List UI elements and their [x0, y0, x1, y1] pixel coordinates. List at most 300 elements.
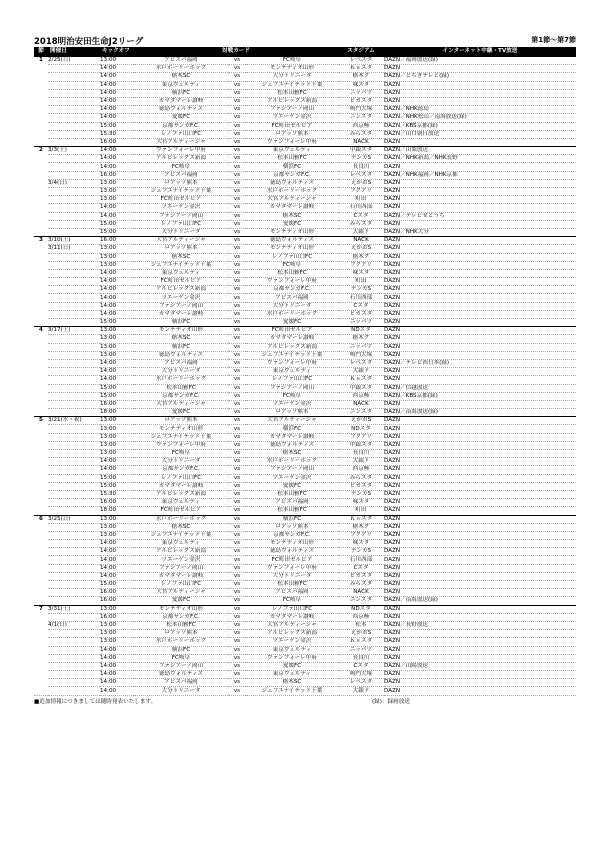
match-row	[34, 523, 576, 531]
broadcast: DAZN	[384, 220, 576, 228]
home-team: カマタマーレ讃岐	[134, 572, 228, 580]
header-tv: インターネット中継・TV放送	[384, 47, 576, 57]
kickoff-time: 13:00	[100, 523, 134, 531]
vs-label: vs	[228, 294, 246, 302]
match-date	[48, 409, 100, 417]
stadium: 大銀ド	[338, 228, 384, 236]
away-team: ヴァンフォーレ甲府	[246, 138, 338, 146]
kickoff-time: 13:00	[100, 196, 134, 204]
broadcast: DAZN	[384, 466, 576, 474]
stadium: デンカS	[338, 286, 384, 294]
kickoff-time: 18:00	[100, 409, 134, 417]
vs-label: vs	[228, 499, 246, 507]
broadcast: DAZN	[384, 425, 576, 433]
section-number: 7	[34, 605, 48, 695]
header-date: 開催日	[48, 47, 100, 57]
recording-legend: (録)：録画放送	[372, 698, 410, 705]
vs-label: vs	[228, 220, 246, 228]
away-team: 栃木SC	[246, 212, 338, 220]
match-row	[34, 531, 576, 539]
stadium: ニッパツ	[338, 343, 384, 351]
home-team: 栃木SC	[134, 335, 228, 343]
home-team: 大宮アルディージャ	[134, 589, 228, 597]
broadcast: DAZN	[384, 65, 576, 73]
stadium: 鳴門大塚	[338, 351, 384, 359]
match-date	[48, 597, 100, 605]
home-team: モンテディオ山形	[134, 425, 228, 433]
away-team: 松本山雅FC	[246, 581, 338, 589]
away-team: 愛媛FC	[246, 662, 338, 670]
kickoff-time: 14:00	[100, 572, 134, 580]
broadcast: DAZN	[384, 294, 576, 302]
stadium: NDスタ	[338, 327, 384, 335]
schedule-body	[34, 57, 576, 696]
away-team: 横浜FC	[246, 163, 338, 171]
vs-label: vs	[228, 376, 246, 384]
home-team: ロアッソ熊本	[134, 245, 228, 253]
stadium: NACK	[338, 589, 384, 597]
away-team: 愛媛FC	[246, 482, 338, 490]
broadcast: DAZN／テレビ西日本(録)	[384, 359, 576, 367]
stadium: Cスタ	[338, 564, 384, 572]
vs-label: vs	[228, 384, 246, 392]
away-team: 水戸ホーリーホック	[246, 310, 338, 318]
home-team: 京都サンガF.C.	[134, 122, 228, 130]
match-date: 2/25(日)	[48, 57, 100, 65]
vs-label: vs	[228, 188, 246, 196]
vs-label: vs	[228, 409, 246, 417]
match-date	[48, 351, 100, 359]
kickoff-time: 14:00	[100, 310, 134, 318]
match-date	[48, 130, 100, 138]
broadcast: DAZN	[384, 179, 576, 187]
away-team: 徳島ヴォルティス	[246, 441, 338, 449]
match-row	[34, 646, 576, 654]
vs-label: vs	[228, 351, 246, 359]
vs-label: vs	[228, 392, 246, 400]
match-date	[48, 581, 100, 589]
home-team: 栃木SC	[134, 253, 228, 261]
stadium: 味スタ	[338, 269, 384, 277]
match-date	[48, 171, 100, 179]
away-team: 京都サンガF.C.	[246, 531, 338, 539]
kickoff-time: 14:00	[100, 671, 134, 679]
section-number: 3	[34, 237, 48, 327]
home-team: ツエーゲン金沢	[134, 556, 228, 564]
stadium: フクアリ	[338, 261, 384, 269]
home-team: アビスパ福岡	[134, 57, 228, 65]
stadium: レベスタ	[338, 359, 384, 367]
broadcast: DAZN	[384, 196, 576, 204]
match-row	[34, 589, 576, 597]
stadium: 栃木グ	[338, 335, 384, 343]
away-team: ファジアーノ岡山	[246, 466, 338, 474]
broadcast: DAZN／NHK新潟／NHK長野	[384, 155, 576, 163]
stadium: デンカS	[338, 490, 384, 498]
stadium: 栃木グ	[338, 523, 384, 531]
stadium: えがおS	[338, 245, 384, 253]
broadcast: DAZN	[384, 556, 576, 564]
broadcast: DAZN	[384, 630, 576, 638]
match-date	[48, 81, 100, 89]
match-row	[34, 376, 576, 384]
stadium: デンカS	[338, 155, 384, 163]
vs-label: vs	[228, 605, 246, 613]
kickoff-time: 13:00	[100, 515, 134, 523]
kickoff-time: 15:30	[100, 490, 134, 498]
kickoff-time: 14:00	[100, 654, 134, 662]
home-team: FC岐阜	[134, 654, 228, 662]
broadcast: DAZN	[384, 515, 576, 523]
match-row	[34, 548, 576, 556]
home-team: ファジアーノ岡山	[134, 302, 228, 310]
away-team: モンテディオ山形	[246, 65, 338, 73]
match-date	[48, 499, 100, 507]
vs-label: vs	[228, 417, 246, 425]
match-date	[48, 687, 100, 695]
match-row	[34, 671, 576, 679]
stadium: 栃木グ	[338, 253, 384, 261]
match-row	[34, 597, 576, 605]
away-team: モンテディオ山形	[246, 245, 338, 253]
kickoff-time: 15:00	[100, 122, 134, 130]
vs-label: vs	[228, 654, 246, 662]
broadcast: DAZN	[384, 613, 576, 621]
home-team: アビスパ福岡	[134, 359, 228, 367]
stadium: 長良川	[338, 654, 384, 662]
kickoff-time: 15:30	[100, 130, 134, 138]
match-date	[48, 613, 100, 621]
vs-label: vs	[228, 687, 246, 695]
kickoff-time: 15:00	[100, 474, 134, 482]
match-date	[48, 89, 100, 97]
match-row	[34, 564, 576, 572]
home-team: 大分トリニータ	[134, 228, 228, 236]
vs-label: vs	[228, 368, 246, 376]
broadcast: DAZN	[384, 310, 576, 318]
kickoff-time: 13:00	[100, 351, 134, 359]
home-team: 松本山雅FC	[134, 621, 228, 629]
kickoff-time: 14:00	[100, 679, 134, 687]
away-team: 愛媛FC	[246, 220, 338, 228]
stadium: Cスタ	[338, 212, 384, 220]
home-team: ヴァンフォーレ甲府	[134, 147, 228, 155]
match-row	[34, 269, 576, 277]
home-team: 愛媛FC	[134, 597, 228, 605]
broadcast: DAZN	[384, 450, 576, 458]
away-team: アルビレックス新潟	[246, 97, 338, 105]
broadcast: DAZN	[384, 97, 576, 105]
vs-label: vs	[228, 597, 246, 605]
kickoff-time: 14:00	[100, 359, 134, 367]
broadcast: DAZN／福岡放送(録)	[384, 57, 576, 65]
stadium: フクアリ	[338, 188, 384, 196]
stadium: NDスタ	[338, 425, 384, 433]
away-team: 松本山雅FC	[246, 507, 338, 515]
home-team: レノファ山口FC	[134, 474, 228, 482]
away-team: 京都サンガF.C.	[246, 286, 338, 294]
home-team: 栃木SC	[134, 73, 228, 81]
vs-label: vs	[228, 89, 246, 97]
stadium: フクアリ	[338, 531, 384, 539]
away-team: 横浜FC	[246, 425, 338, 433]
vs-label: vs	[228, 204, 246, 212]
home-team: 水戸ホーリーホック	[134, 65, 228, 73]
vs-label: vs	[228, 319, 246, 327]
match-date	[48, 490, 100, 498]
match-row	[34, 679, 576, 687]
stadium: 大銀ド	[338, 458, 384, 466]
kickoff-time: 13:00	[100, 253, 134, 261]
match-date	[48, 335, 100, 343]
match-row	[34, 261, 576, 269]
vs-label: vs	[228, 556, 246, 564]
match-date	[48, 319, 100, 327]
kickoff-time: 14:00	[100, 687, 134, 695]
kickoff-time: 14:00	[100, 278, 134, 286]
match-row	[34, 581, 576, 589]
home-team: ジェフユナイテッド千葉	[134, 188, 228, 196]
section-number: 4	[34, 327, 48, 417]
broadcast: DAZN	[384, 335, 576, 343]
match-date	[48, 540, 100, 548]
home-team: 水戸ホーリーホック	[134, 515, 228, 523]
broadcast: DAZN／山口朝日放送	[384, 130, 576, 138]
broadcast: DAZN	[384, 163, 576, 171]
home-team: 水戸ホーリーホック	[134, 638, 228, 646]
home-team: アルビレックス新潟	[134, 490, 228, 498]
stadium: 中銀スタ	[338, 147, 384, 155]
away-team: ツエーゲン金沢	[246, 474, 338, 482]
match-row	[34, 228, 576, 236]
away-team: ヴァンフォーレ甲府	[246, 654, 338, 662]
kickoff-time: 13:00	[100, 433, 134, 441]
kickoff-time: 15:00	[100, 319, 134, 327]
away-team: ファジアーノ岡山	[246, 384, 338, 392]
kickoff-time: 13:00	[100, 441, 134, 449]
match-row	[34, 196, 576, 204]
home-team: 水戸ホーリーホック	[134, 376, 228, 384]
away-team: ヴァンフォーレ甲府	[246, 564, 338, 572]
away-team: 松本山雅FC	[246, 155, 338, 163]
away-team: 徳島ヴォルティス	[246, 548, 338, 556]
kickoff-time: 14:00	[100, 204, 134, 212]
match-date	[48, 138, 100, 146]
kickoff-time: 14:00	[100, 97, 134, 105]
match-row	[34, 662, 576, 670]
vs-label: vs	[228, 138, 246, 146]
kickoff-time: 16:00	[100, 597, 134, 605]
broadcast: DAZN／南海放送(録)	[384, 597, 576, 605]
home-team: 大分トリニータ	[134, 458, 228, 466]
broadcast: DAZN	[384, 441, 576, 449]
away-team: FC町田ゼルビア	[246, 556, 338, 564]
broadcast: DAZN	[384, 237, 576, 245]
broadcast: DAZN	[384, 646, 576, 654]
away-team: モンテディオ山形	[246, 540, 338, 548]
home-team: アルビレックス新潟	[134, 286, 228, 294]
match-row	[34, 425, 576, 433]
match-row	[34, 458, 576, 466]
away-team: カマタマーレ讃岐	[246, 335, 338, 343]
broadcast: DAZN／NHK松山／南海放送(録)	[384, 114, 576, 122]
match-date	[48, 564, 100, 572]
match-row	[34, 400, 576, 408]
kickoff-time: 16:00	[100, 589, 134, 597]
kickoff-time: 14:00	[100, 458, 134, 466]
broadcast: DAZN	[384, 302, 576, 310]
stadium: NDスタ	[338, 605, 384, 613]
match-row	[34, 179, 576, 187]
vs-label: vs	[228, 433, 246, 441]
match-date	[48, 310, 100, 318]
match-date	[48, 474, 100, 482]
vs-label: vs	[228, 581, 246, 589]
match-date	[48, 638, 100, 646]
match-date	[48, 433, 100, 441]
away-team: ファジアーノ岡山	[246, 106, 338, 114]
section-number: 1	[34, 57, 48, 147]
kickoff-time: 14:00	[100, 286, 134, 294]
vs-label: vs	[228, 302, 246, 310]
vs-label: vs	[228, 450, 246, 458]
match-date	[48, 400, 100, 408]
broadcast: DAZN	[384, 253, 576, 261]
stadium: Ｋｓスタ	[338, 638, 384, 646]
away-team: 東京ヴェルディ	[246, 368, 338, 376]
match-row	[34, 294, 576, 302]
away-team: 大宮アルディージャ	[246, 417, 338, 425]
away-team: 東京ヴェルディ	[246, 147, 338, 155]
kickoff-time: 13:00	[100, 188, 134, 196]
away-team: 水戸ホーリーホック	[246, 188, 338, 196]
match-row	[34, 482, 576, 490]
kickoff-time: 16:00	[100, 499, 134, 507]
kickoff-time: 14:00	[100, 73, 134, 81]
match-row	[34, 65, 576, 73]
match-row	[34, 212, 576, 220]
match-row	[34, 130, 576, 138]
match-row	[34, 73, 576, 81]
header-stadium: スタジアム	[338, 47, 384, 57]
kickoff-time: 18:00	[100, 507, 134, 515]
schedule-page	[34, 35, 576, 707]
home-team: レノファ山口FC	[134, 581, 228, 589]
broadcast: DAZN	[384, 278, 576, 286]
away-team: アビスパ福岡	[246, 499, 338, 507]
match-date	[48, 65, 100, 73]
home-team: モンテディオ山形	[134, 605, 228, 613]
home-team: 京都サンガF.C.	[134, 613, 228, 621]
broadcast: DAZN／信越放送	[384, 384, 576, 392]
match-row	[34, 147, 576, 155]
broadcast: DAZN	[384, 531, 576, 539]
away-team: ヴァンフォーレ甲府	[246, 359, 338, 367]
home-team: FC町田ゼルビア	[134, 196, 228, 204]
kickoff-time: 13:00	[100, 621, 134, 629]
match-row	[34, 572, 576, 580]
vs-label: vs	[228, 400, 246, 408]
match-row	[34, 556, 576, 564]
away-team: 栃木SC	[246, 679, 338, 687]
match-date	[48, 572, 100, 580]
stadium: NACK	[338, 237, 384, 245]
away-team: アルビレックス新潟	[246, 343, 338, 351]
match-row	[34, 188, 576, 196]
vs-label: vs	[228, 359, 246, 367]
broadcast: DAZN	[384, 188, 576, 196]
vs-label: vs	[228, 548, 246, 556]
home-team: 徳島ヴォルティス	[134, 671, 228, 679]
broadcast: DAZN／山陽放送	[384, 662, 576, 670]
vs-label: vs	[228, 269, 246, 277]
away-team: カマタマーレ讃岐	[246, 433, 338, 441]
broadcast: DAZN／長野放送	[384, 621, 576, 629]
vs-label: vs	[228, 343, 246, 351]
match-date	[48, 646, 100, 654]
broadcast: DAZN	[384, 671, 576, 679]
stadium: デンカS	[338, 548, 384, 556]
away-team: ジェフユナイテッド千葉	[246, 351, 338, 359]
match-row	[34, 507, 576, 515]
broadcast: DAZN	[384, 507, 576, 515]
match-date: 3/21(水・祝)	[48, 417, 100, 425]
stadium: ピカスタ	[338, 310, 384, 318]
kickoff-time: 13:00	[100, 335, 134, 343]
match-date	[48, 163, 100, 171]
match-row	[34, 57, 576, 65]
home-team: 横浜FC	[134, 319, 228, 327]
vs-label: vs	[228, 646, 246, 654]
match-date	[48, 204, 100, 212]
match-date	[48, 630, 100, 638]
stadium: ニンスタ	[338, 409, 384, 417]
match-date: 3/10(土)	[48, 237, 100, 245]
vs-label: vs	[228, 679, 246, 687]
match-row	[34, 409, 576, 417]
home-team: ファジアーノ岡山	[134, 662, 228, 670]
stadium: 味スタ	[338, 499, 384, 507]
away-team: アルビレックス新潟	[246, 630, 338, 638]
home-team: ツエーゲン金沢	[134, 294, 228, 302]
stadium: NACK	[338, 138, 384, 146]
match-row	[34, 310, 576, 318]
broadcast: DAZN／テレビせとうち	[384, 212, 576, 220]
away-team: FC町田ゼルビア	[246, 327, 338, 335]
broadcast: DAZN	[384, 458, 576, 466]
stadium: ピカスタ	[338, 482, 384, 490]
home-team: 横浜FC	[134, 343, 228, 351]
broadcast: DAZN	[384, 368, 576, 376]
vs-label: vs	[228, 466, 246, 474]
match-row	[34, 359, 576, 367]
kickoff-time: 13:00	[100, 57, 134, 65]
broadcast: DAZN／南海放送(録)	[384, 409, 576, 417]
home-team: ヴァンフォーレ甲府	[134, 441, 228, 449]
table-header	[34, 47, 576, 57]
match-row	[34, 433, 576, 441]
vs-label: vs	[228, 507, 246, 515]
broadcast: DAZN	[384, 490, 576, 498]
home-team: ロアッソ熊本	[134, 417, 228, 425]
home-team: 大宮アルディージャ	[134, 237, 228, 245]
match-date: 3/3(土)	[48, 147, 100, 155]
kickoff-time: 16:00	[100, 613, 134, 621]
section-number: 2	[34, 147, 48, 237]
stadium: ピカスタ	[338, 97, 384, 105]
match-date	[48, 253, 100, 261]
match-row	[34, 474, 576, 482]
